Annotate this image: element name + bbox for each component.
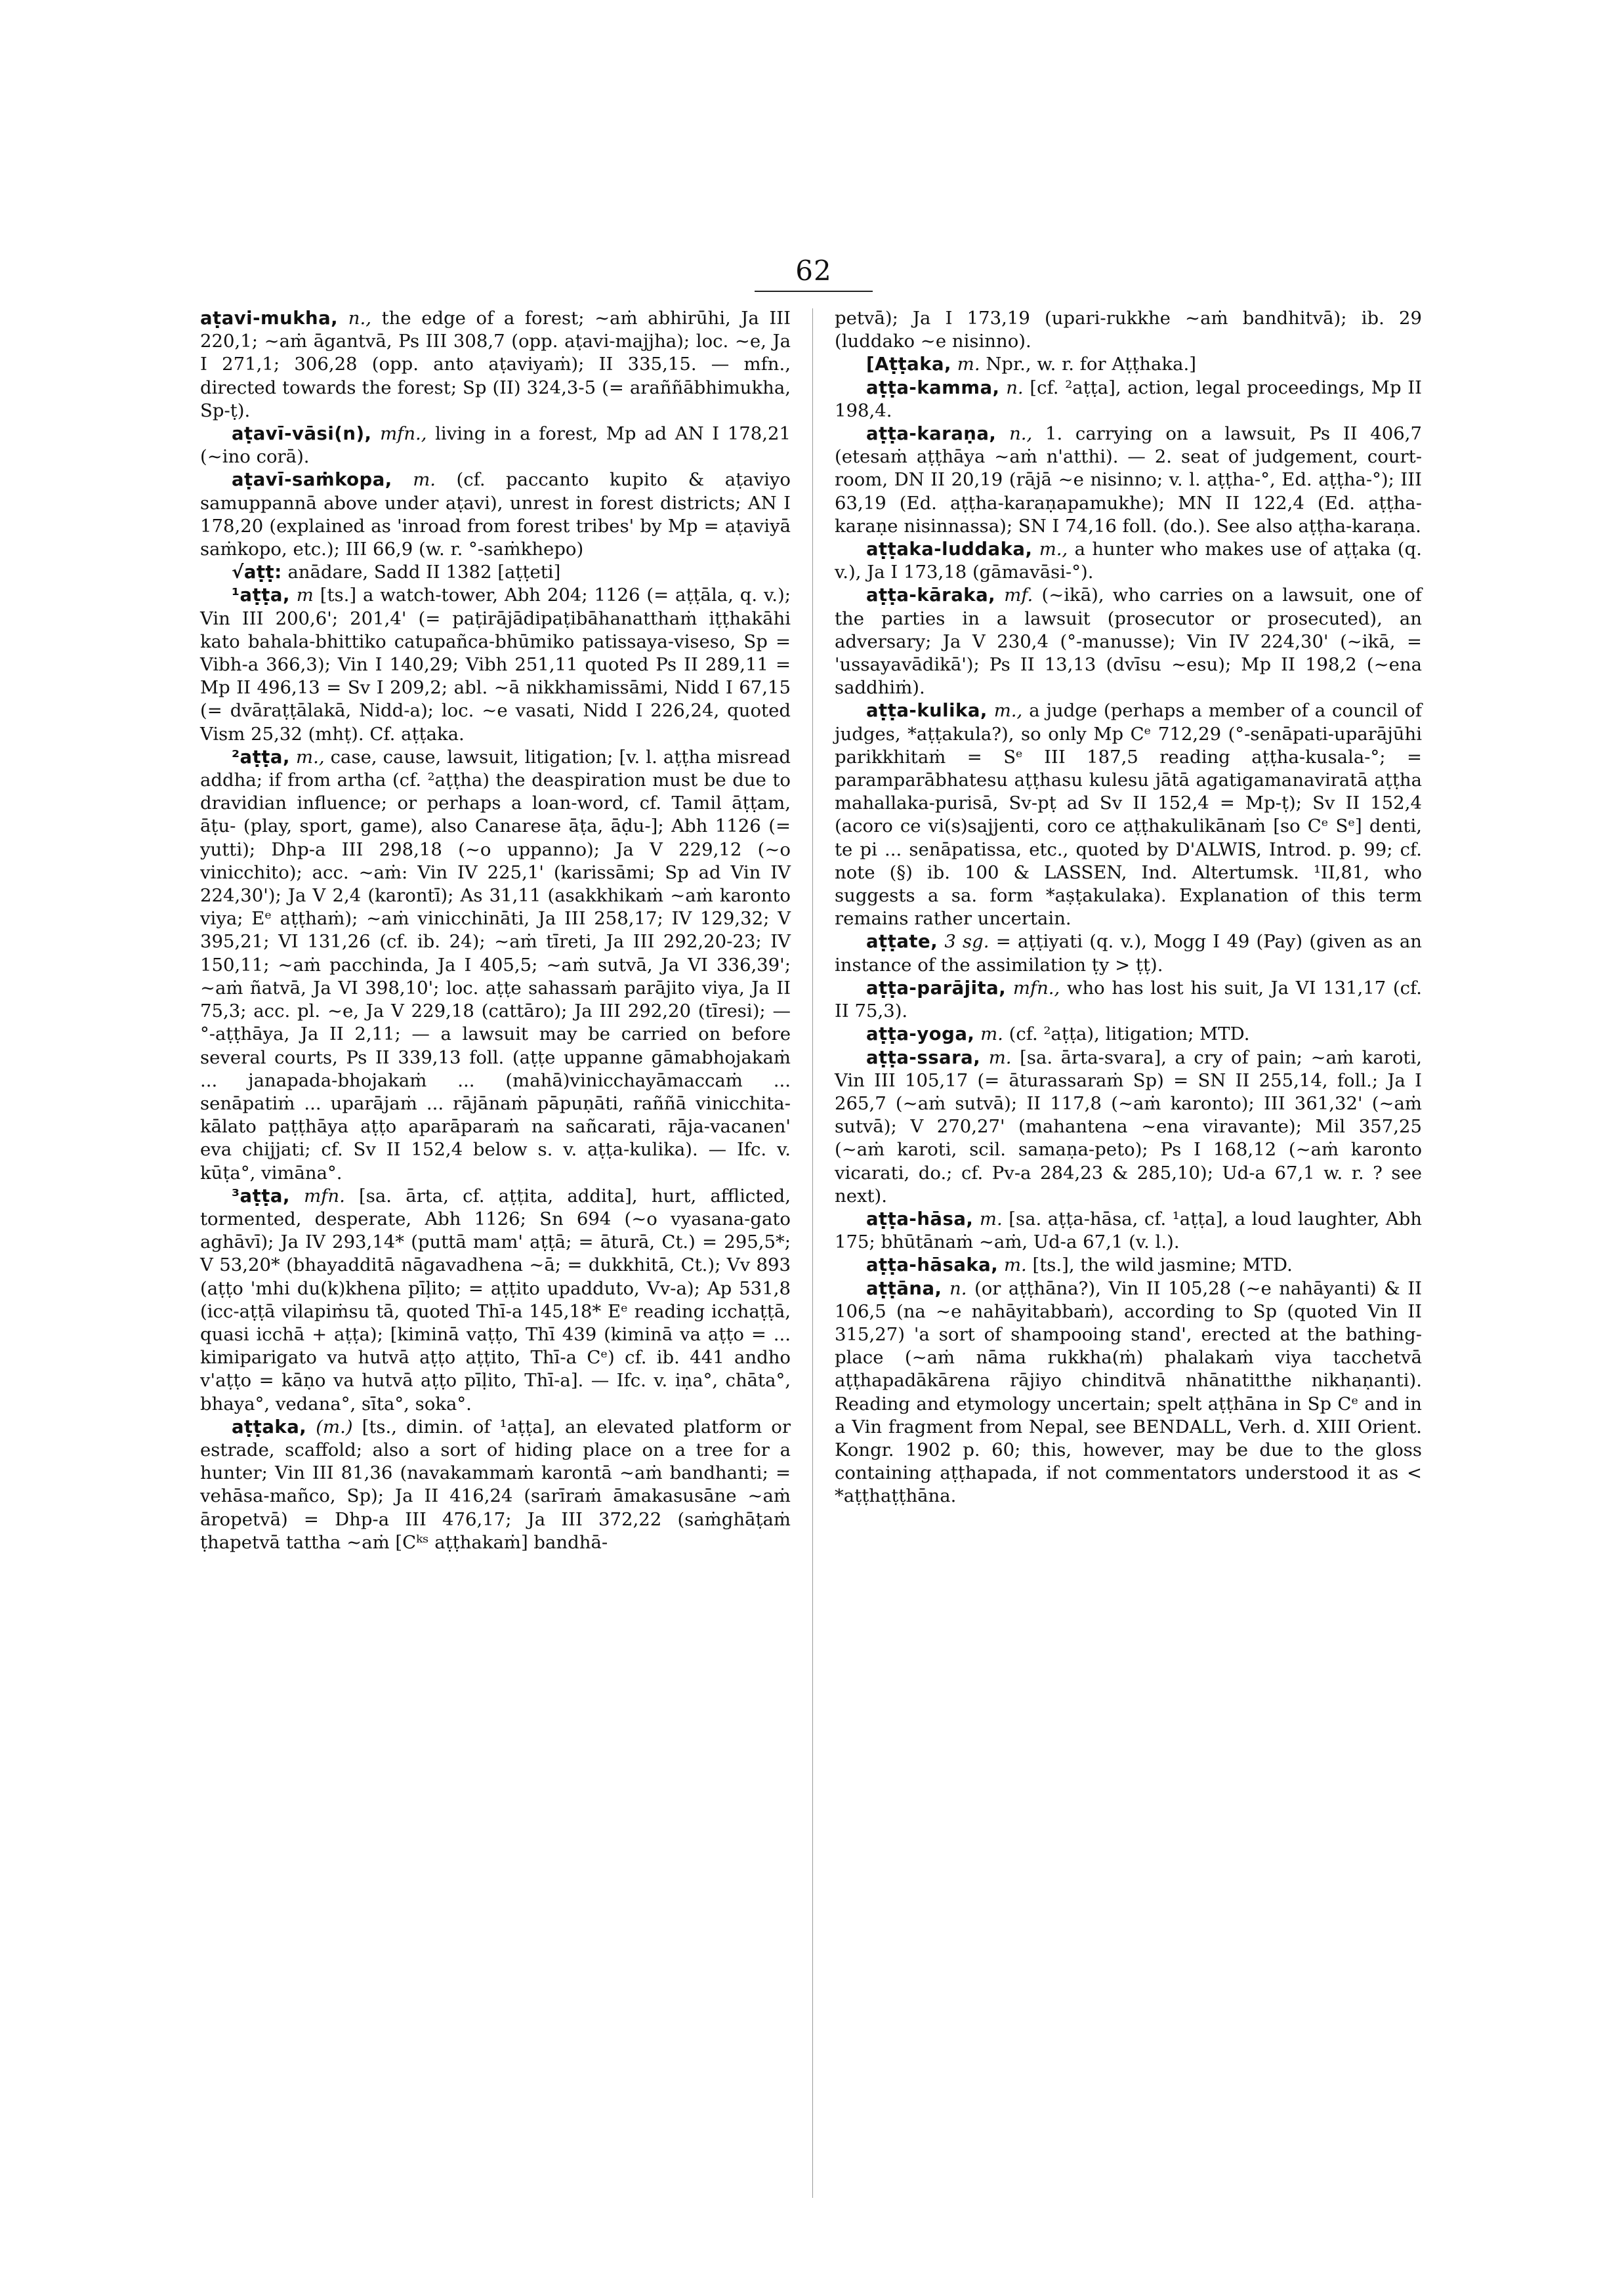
dictionary-entry bbox=[200, 423, 791, 468]
entry-body: who has lost his suit, Ja VI 131,17 (cf. II 75,3). bbox=[835, 977, 1422, 1022]
dictionary-entry bbox=[835, 1208, 1422, 1254]
entry-body: [ts.] a watch-tower, Abh 204; 1126 (= aṭṭāla, q. v.); Vin III 200,6'; 201,4' (= paṭirājādipaṭibāhanatthaṁ iṭṭhakāhi kato bahala-bhittiko catupañca-bhūmiko patissaya-viseso, Sp = Vibh-a 366,3); Vin I 140,29; Vibh 251,11 quoted Ps II 289,11 = Mp II 496,13 = Sv I 209,2; abl. ~ā nikkhamissāmi, Nidd I 67,15 (= dvāraṭṭālakā, Nidd-a); loc. ~e vasati, Nidd I 226,24, quoted Vism 25,32 (mhṭ). Cf. aṭṭaka. bbox=[200, 585, 791, 745]
entry-body: [sa. ārta, cf. aṭṭita, addita], hurt, afflicted, tormented, desperate, Abh 1126; Sn 694 (~o vyasana-gato aghāvī); Ja IV 293,14* (puttā mam' aṭṭā; = āturā, Ct.) = 295,5*; V 53,20* (bhayadditā nāgavadhena ~ā; = dukkhitā, Ct.); Vv 893 (aṭṭo 'mhi du(k)khena pīḷito; = aṭṭito upadduto, Vv-a); Ap 531,8 (icc-aṭṭā vilapiṁsu tā, quoted Thī-a 145,18* Eᵉ reading icchaṭṭā, quasi icchā + aṭṭa); [kiminā vaṭṭo, Thī 439 (kiminā va aṭṭo = ... kimiparigato va hutvā aṭṭo aṭṭito, Thī-a Cᵉ) cf. ib. 441 andho v'aṭṭo = kāṇo va hutvā aṭṭo pīḷito, Thī-a]. — Ifc. v. iṇa°, chāta°, bhaya°, vedana°, sīta°, soka°. bbox=[200, 1185, 791, 1415]
left-column bbox=[200, 307, 791, 1554]
entry-body: 1. carrying on a lawsuit, Ps II 406,7 (etesaṁ aṭṭhāya ~aṁ n'atthi). — 2. seat of judgement, court-room, DN II 20,19 (rājā ~e nisinno; v. l. aṭṭha-°, Ed. aṭṭha-°); III 63,19 (Ed. aṭṭha-karaṇapamukhe); MN II 122,4 (Ed. aṭṭha-karaṇe nisinnassa); SN I 74,16 foll. (do.). See also aṭṭha-karaṇa. bbox=[835, 423, 1422, 537]
entry-body: [ts.], the wild jasmine; MTD. bbox=[1032, 1254, 1293, 1276]
dictionary-entry bbox=[835, 423, 1422, 538]
entry-headword: ³aṭṭa, bbox=[232, 1185, 290, 1207]
entry-headword: aṭavī-vāsi(n), bbox=[232, 423, 372, 445]
entry-grammar: m. bbox=[1003, 1254, 1027, 1276]
dictionary-entry bbox=[200, 584, 791, 745]
entry-grammar: mfn. bbox=[304, 1185, 345, 1207]
entry-grammar: mfn., bbox=[1012, 977, 1060, 999]
entry-grammar: m bbox=[296, 585, 314, 606]
entry-grammar: mf. bbox=[1004, 585, 1033, 606]
dictionary-entry bbox=[835, 1046, 1422, 1208]
entry-headword: aṭṭa-kamma, bbox=[866, 377, 1000, 398]
entry-body: (or aṭṭhāna?), Vin II 105,28 (~e nahāyanti) & II 106,5 (na ~e nahāyitabbaṁ), according to Sp (quoted Vin II 315,27) 'a sort of shampooing stand', erected at the bathing-place (~aṁ nāma rukkha(ṁ) phalakaṁ viya tacchetvā aṭṭhapadākārena rājiyo chinditvā nhānatitthe nikhaṇanti). Reading and etymology uncertain; spelt aṭṭhāna in Sp Cᵉ and in a Vin fragment from Nepal, see BENDALL, Verh. d. XIII Orient. Kongr. 1902 p. 60; this, however, may be due to the gloss containing aṭṭhapada, if not commentators understood it as < *aṭṭhaṭṭhāna. bbox=[835, 1277, 1422, 1507]
dictionary-entry bbox=[200, 561, 791, 584]
dictionary-entry bbox=[835, 584, 1422, 699]
entry-body: [ts., dimin. of ¹aṭṭa], an elevated platform or estrade, scaffold; also a sort of hiding place on a tree for a hunter; Vin III 81,36 (navakammaṁ karontā ~aṁ bandhanti; = vehāsa-mañco, Sp); Ja II 416,24 (sarīraṁ āmakasusāne ~aṁ āropetvā) = Dhp-a III 476,17; Ja III 372,22 (saṁghāṭaṁ ṭhapetvā tattha ~aṁ [Cᵏˢ aṭṭhakaṁ] bandhā- bbox=[200, 1416, 791, 1553]
entry-body: anādare, Sadd II 1382 [aṭṭeti] bbox=[287, 562, 561, 583]
entry-grammar: m. bbox=[979, 1208, 1003, 1230]
entry-body: Npr., w. r. for Aṭṭhaka.] bbox=[986, 354, 1196, 375]
entry-body: [sa. ārta-svara], a cry of pain; ~aṁ karoti, Vin III 105,17 (= āturassaraṁ Sp) = SN II 255,14, foll.; Ja I 265,7 (~aṁ sutvā); II 117,8 (~aṁ karonto); III 361,32' (~aṁ sutvā); V 270,27' (mahantena ~ena viravante); Mil 357,25 (~aṁ karoti, scil. samaṇa-peto); Ps I 168,12 (~aṁ karonto vicarati, do.; cf. Pv-a 284,23 & 285,10); Ud-a 67,1 w. r. ? see next). bbox=[835, 1046, 1422, 1207]
entry-headword: aṭṭa-kulika, bbox=[866, 700, 988, 722]
entry-headword: aṭṭa-parājita, bbox=[866, 977, 1007, 999]
entry-headword: [Aṭṭaka, bbox=[866, 354, 951, 375]
right-column bbox=[835, 307, 1422, 1508]
entry-grammar: m. bbox=[988, 1046, 1012, 1068]
entry-body: (~ikā), who carries on a lawsuit, one of the parties in a lawsuit (prosecutor or prosecuted), an adversary; Ja V 230,4 (°-manusse); Vin IV 224,30' (~ikā, = 'ussayavādikā'); Ps II 13,13 (dvīsu ~esu); Mp II 198,2 (~ena saddhiṁ). bbox=[835, 585, 1422, 699]
entry-body: [cf. ²aṭṭa], action, legal proceedings, Mp II 198,4. bbox=[835, 377, 1423, 421]
entry-headword: aṭṭa-hāsaka, bbox=[866, 1254, 999, 1276]
entry-headword: √aṭṭ: bbox=[232, 562, 282, 583]
dictionary-entry bbox=[835, 977, 1422, 1023]
entry-grammar: m. bbox=[957, 354, 980, 375]
entry-headword: aṭavi-mukha, bbox=[200, 308, 339, 329]
entry-headword: aṭṭa-karaṇa, bbox=[866, 423, 997, 445]
dictionary-entry bbox=[835, 699, 1422, 930]
entry-grammar: n., bbox=[348, 308, 371, 329]
entry-grammar: m., bbox=[296, 746, 325, 768]
dictionary-entry bbox=[835, 353, 1422, 376]
page-number: 62 bbox=[795, 255, 832, 287]
entry-grammar: m., bbox=[993, 700, 1023, 722]
dictionary-entry bbox=[835, 377, 1422, 423]
entry-headword: ¹aṭṭa, bbox=[232, 585, 290, 606]
entry-body: a judge (perhaps a member of a council of judges, *aṭṭakula?), so only Mp Cᵉ 712,29 (°-senāpati-uparājūhi parikkhitaṁ = Sᵉ III 187,5 reading aṭṭha-kusala-°; = paramparābhatesu aṭṭhasu kulesu jātā agatigamanaviratā aṭṭha mahallaka-purisā, Sv-pṭ ad Sv II 152,4 = Mp-ṭ); Sv II 152,4 (acoro ce vi(s)sajjenti, coro ce aṭṭhakulikānaṁ [so Cᵉ Sᵉ] denti, te pi ... senāpatissa, etc., quoted by D'ALWIS, Introd. p. 99; cf. note (§) ib. 100 & LASSEN, Ind. Altertumsk. ¹II,81, who suggests a sa. form *aṣṭakulaka). Explanation of this term remains rather uncertain. bbox=[835, 700, 1422, 930]
entry-headword: aṭavī-saṁkopa, bbox=[232, 469, 392, 491]
entry-body: [sa. aṭṭa-hāsa, cf. ¹aṭṭa], a loud laughter, Abh 175; bhūtānaṁ ~aṁ, Ud-a 67,1 (v. l.). bbox=[835, 1208, 1423, 1253]
entry-headword: aṭṭate, bbox=[866, 931, 938, 953]
entry-body: case, cause, lawsuit, litigation; [v. l. aṭṭha misread addha; if from artha (cf. ²aṭṭha) the deaspiration must be due to dravidian influence; or perhaps a loan-word, cf. Tamil āṭṭam, āṭu- (play, sport, game), also Canarese āṭa, āḍu-]; Abh 1126 (= yutti); Dhp-a III 298,18 (~o uppanno); Ja V 229,12 (~o vinicchito); acc. ~aṁ: Vin IV 225,1' (karissāmi; Sp ad Vin IV 224,30'); Ja V 2,4 (karontī); As 31,11 (asakkhikaṁ ~aṁ karonto viya; Eᵉ aṭṭhaṁ); ~aṁ vinicchināti, Ja III 258,17; IV 129,32; V 395,21; VI 131,26 (cf. ib. 24); ~aṁ tīreti, Ja III 292,20-23; IV 150,11; ~aṁ pacchinda, Ja I 405,5; ~aṁ sutvā, Ja VI 336,39'; ~aṁ ñatvā, Ja VI 398,10'; loc. aṭṭe sahassaṁ parājito viya, Ja II 75,3; acc. pl. ~e, Ja V 229,18 (cattāro); Ja III 292,20 (tīresi); — °-aṭṭhāya, Ja II 2,11; — a lawsuit may be carried on before several courts, Ps II 339,13 foll. (aṭṭe uppanne gāmabhojakaṁ ... janapada-bhojakaṁ ... (mahā)vinicchayāmaccaṁ ... senāpatiṁ ... uparājaṁ ... rājānaṁ pāpuṇāti, raññā vinicchita-kālato paṭṭhāya aṭṭo aparāparaṁ na sañcarati, rāja-vacanen' eva chijjati; cf. Sv II 152,4 below s. v. aṭṭa-kulika). — Ifc. v. kūṭa°, vimāna°. bbox=[200, 746, 791, 1184]
dictionary-entry bbox=[835, 1277, 1422, 1508]
entry-headword: aṭṭa-kāraka, bbox=[866, 585, 996, 606]
entry-headword: aṭṭāna, bbox=[866, 1277, 942, 1299]
entry-body: petvā); Ja I 173,19 (upari-rukkhe ~aṁ bandhitvā); ib. 29 (luddako ~e nisinno). bbox=[835, 308, 1422, 352]
entry-body: living in a forest, Mp ad AN I 178,21 (~ino corā). bbox=[200, 423, 791, 468]
dictionary-entry bbox=[200, 1185, 791, 1416]
dictionary-entry bbox=[835, 307, 1422, 353]
dictionary-entry bbox=[200, 307, 791, 423]
dictionary-entry bbox=[200, 1416, 791, 1554]
dictionary-entry bbox=[835, 1254, 1422, 1277]
entry-grammar: m. bbox=[980, 1023, 1003, 1045]
entry-headword: aṭṭaka-luddaka, bbox=[866, 539, 1033, 560]
entry-grammar: n. bbox=[1006, 377, 1024, 398]
entry-grammar: m. bbox=[413, 469, 436, 491]
entry-grammar: n., bbox=[1009, 423, 1033, 445]
entry-body: (cf. ²aṭṭa), litigation; MTD. bbox=[1009, 1023, 1250, 1045]
dictionary-entry bbox=[835, 538, 1422, 584]
entry-headword: aṭṭaka, bbox=[232, 1416, 307, 1437]
dictionary-entry bbox=[835, 1023, 1422, 1046]
entry-body: the edge of a forest; ~aṁ abhirūhi, Ja III 220,1; ~aṁ āgantvā, Ps III 308,7 (opp. aṭavi-majjha); loc. ~e, Ja I 271,1; 306,28 (opp. anto aṭaviyaṁ); II 335,15. — mfn., directed towards the forest; Sp (II) 324,3-5 (= araññābhimukha, Sp-ṭ). bbox=[200, 308, 791, 421]
entry-headword: aṭṭa-ssara, bbox=[866, 1046, 981, 1068]
entry-grammar: n. bbox=[949, 1277, 967, 1299]
page-number-rule bbox=[755, 291, 873, 292]
entry-body: a hunter who makes use of aṭṭaka (q. v.), Ja I 173,18 (gāmavāsi-°). bbox=[835, 539, 1422, 583]
entry-grammar: mfn., bbox=[380, 423, 427, 445]
entry-grammar: 3 sg. bbox=[944, 931, 989, 953]
entry-headword: ²aṭṭa, bbox=[232, 746, 290, 768]
entry-grammar: m., bbox=[1039, 539, 1068, 560]
dictionary-entry bbox=[835, 930, 1422, 976]
entry-headword: aṭṭa-hāsa, bbox=[866, 1208, 974, 1230]
entry-body: = aṭṭiyati (q. v.), Mogg I 49 (Pay) (given as an instance of the assimilation ṭy > ṭṭ). bbox=[835, 931, 1422, 976]
entry-headword: aṭṭa-yoga, bbox=[866, 1023, 975, 1045]
entry-body: (cf. paccanto kupito & aṭaviyo samuppannā above under aṭavi), unrest in forest districts; AN I 178,20 (explained as 'inroad from forest tribes' by Mp = aṭaviyā saṁkopo, etc.); III 66,9 (w. r. °-saṁkhepo) bbox=[200, 469, 791, 560]
dictionary-entry bbox=[200, 746, 791, 1185]
entry-grammar: (m.) bbox=[316, 1416, 353, 1437]
dictionary-entry bbox=[200, 468, 791, 561]
column-divider bbox=[812, 308, 813, 2198]
